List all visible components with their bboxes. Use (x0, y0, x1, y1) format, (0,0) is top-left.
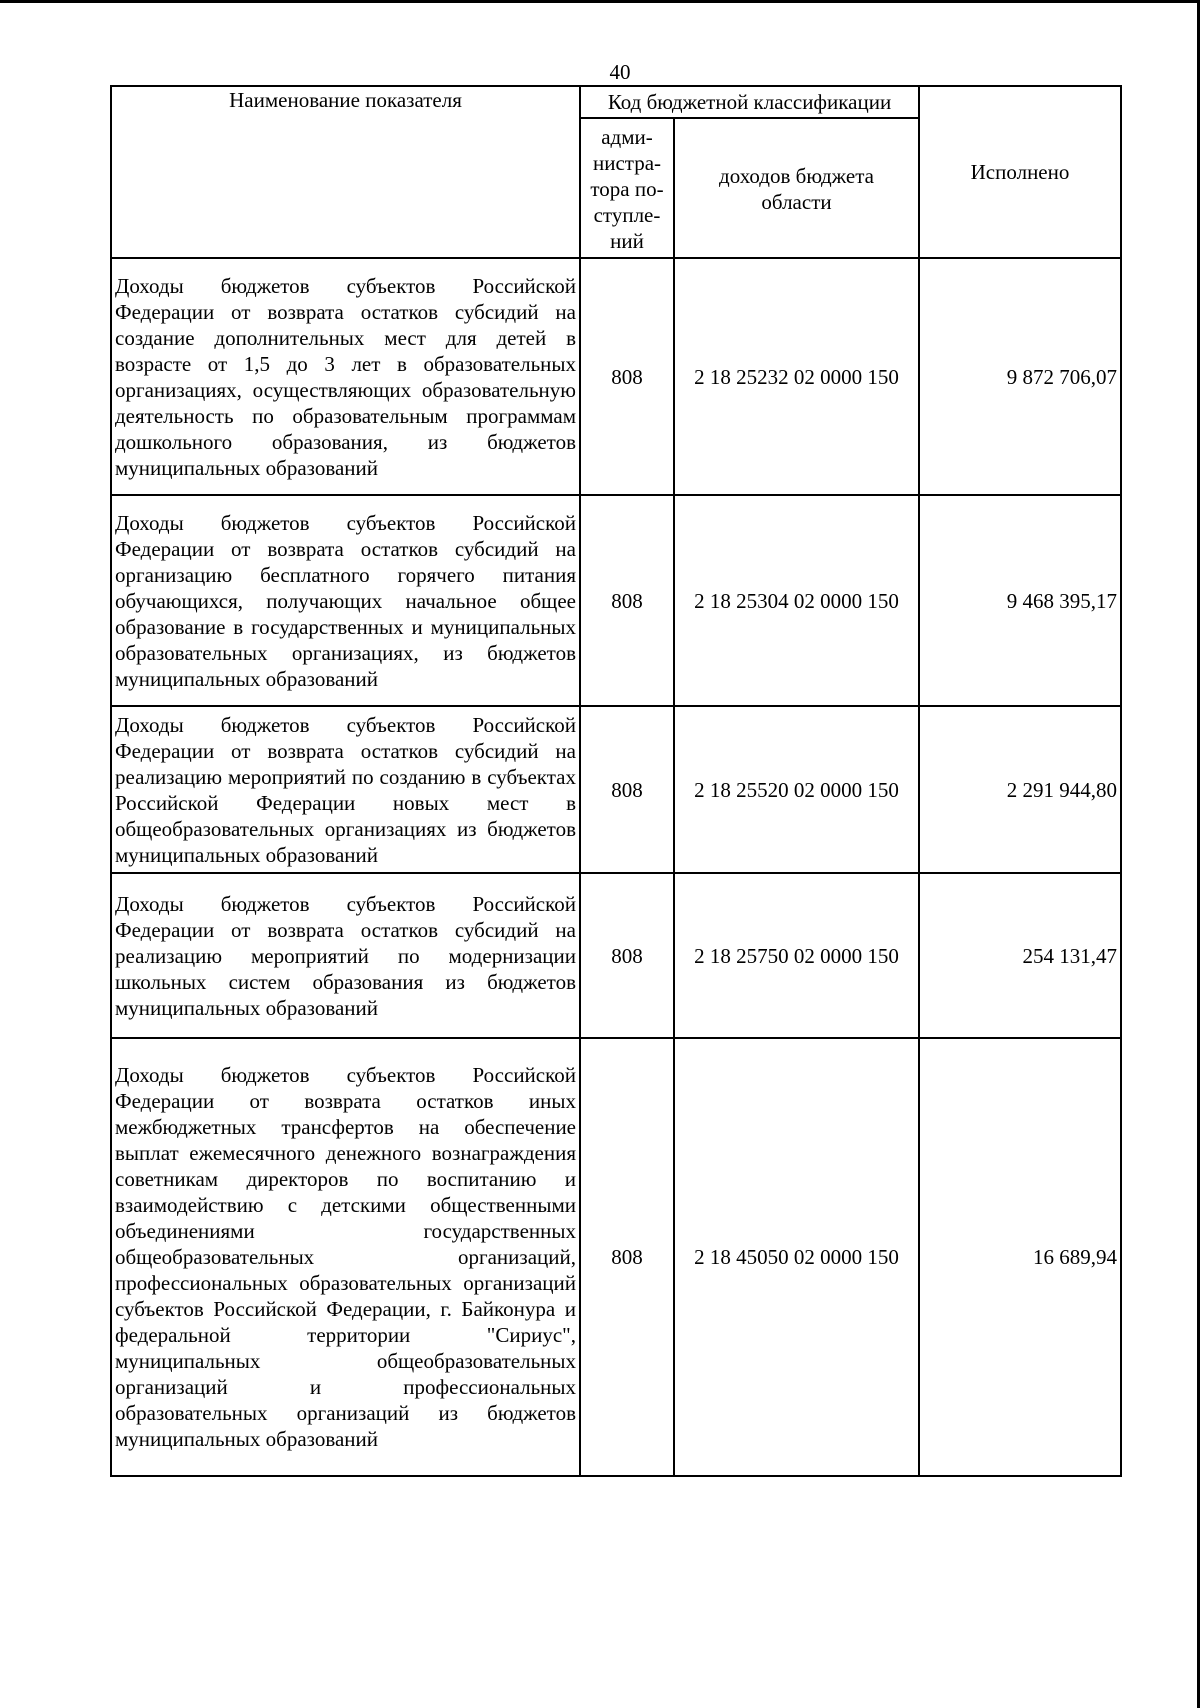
table-row (111, 873, 1121, 1038)
row-description: Доходы бюджетов субъектов Российской Федерации от возврата остатков субсидий на реализацию мероприятий по созданию в субъектах Российской Федерации новых мест в общеобразовательных организациях из бюджетов муниципальных образований (111, 706, 580, 873)
row-budget-code: 2 18 45050 02 0000 150 (674, 1038, 919, 1476)
row-budget-code: 2 18 25232 02 0000 150 (674, 258, 919, 495)
row-executed-amount: 16 689,94 (919, 1038, 1121, 1476)
row-admin-code: 808 (580, 495, 674, 706)
table-row (111, 1038, 1121, 1476)
row-executed-amount: 2 291 944,80 (919, 706, 1121, 873)
row-executed-amount: 9 468 395,17 (919, 495, 1121, 706)
row-budget-code: 2 18 25750 02 0000 150 (674, 873, 919, 1038)
row-budget-code: 2 18 25520 02 0000 150 (674, 706, 919, 873)
header-indicator-name: Наименование показателя (111, 86, 580, 258)
row-description: Доходы бюджетов субъектов Российской Федерации от возврата остатков субсидий на создание дополнительных мест для детей в возрасте от 1,5 до 3 лет в образовательных организациях, осуществляющих образовательную деятельность по образовательным программам дошкольного образования, из бюджетов муниципальных образований (111, 258, 580, 495)
header-revenue-administrator: адми- нистра- тора по- ступле- ний (580, 118, 674, 258)
row-admin-code: 808 (580, 258, 674, 495)
row-budget-code: 2 18 25304 02 0000 150 (674, 495, 919, 706)
table-row (111, 258, 1121, 495)
row-executed-amount: 9 872 706,07 (919, 258, 1121, 495)
header-regional-budget-income: доходов бюджета области (674, 118, 919, 258)
row-description: Доходы бюджетов субъектов Российской Федерации от возврата остатков иных межбюджетных трансфертов на обеспечение выплат ежемесячного денежного вознаграждения советникам директоров по воспитанию и взаимодействию с детскими общественными объединениями государственных общеобразовательных организаций, профессиональных образовательных организаций субъектов Российской Федерации, г. Байконура и федеральной территории "Сириус", муниципальных общеобразовательных организаций и профессиональных образовательных организаций из бюджетов муниципальных образований (111, 1038, 580, 1476)
row-admin-code: 808 (580, 873, 674, 1038)
table-row (111, 706, 1121, 873)
row-executed-amount: 254 131,47 (919, 873, 1121, 1038)
row-description: Доходы бюджетов субъектов Российской Федерации от возврата остатков субсидий на реализацию мероприятий по модернизации школьных систем образования из бюджетов муниципальных образований (111, 873, 580, 1038)
header-executed: Исполнено (919, 86, 1121, 258)
row-admin-code: 808 (580, 1038, 674, 1476)
row-description: Доходы бюджетов субъектов Российской Федерации от возврата остатков субсидий на организацию бесплатного горячего питания обучающихся, получающих начальное общее образование в государственных и муниципальных образовательных организациях, из бюджетов муниципальных образований (111, 495, 580, 706)
page-number: 40 (609, 60, 631, 84)
scan-border-top (0, 0, 1200, 3)
row-admin-code: 808 (580, 706, 674, 873)
table-row (111, 495, 1121, 706)
header-budget-code: Код бюджетной классификации (580, 86, 919, 118)
budget-table (110, 85, 1122, 1477)
